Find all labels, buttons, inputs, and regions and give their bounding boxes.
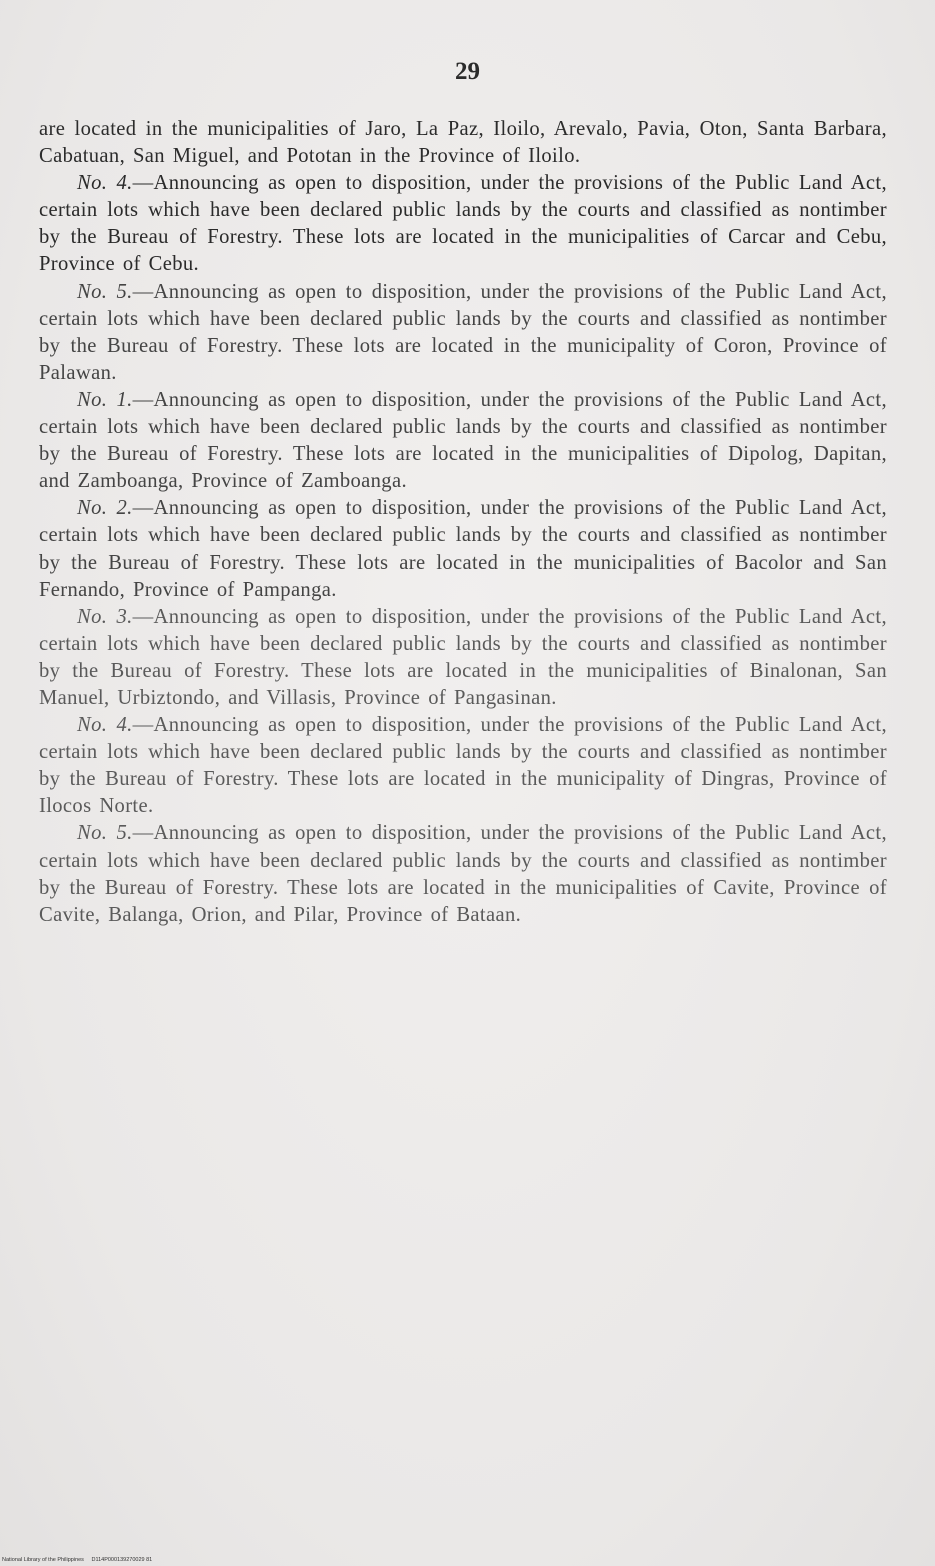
paragraph-text: —Announcing as open to disposition, under the provisions of the Public Land Act, certain lots which have been declared public lands by the courts and classified as nontimber by the Bureau of Forestry. These lots are located in the municipality of Dingras, Province of Ilocos Norte. [39, 714, 887, 818]
paragraph-text: —Announcing as open to disposition, under the provisions of the Public Land Act, certain lots which have been declared public lands by the courts and classified as nontimber by the Bureau of Forestry. These lots are located in the municipalities of Cavite, Province of Cavite, Balanga, Orion, and Pilar, Province of Bataan. [39, 822, 887, 926]
footer-identifier: D114P000139270029 81 [91, 1557, 153, 1563]
paragraph-text: are located in the municipalities of Jaro, La Paz, Iloilo, Arevalo, Pavia, Oton, Santa Barbara, Cabatuan, San Miguel, and Pototan in the Province of Iloilo. [39, 118, 887, 168]
paragraph-text: —Announcing as open to disposition, under the provisions of the Public Land Act, certain lots which have been declared public lands by the courts and classified as nontimber by the Bureau of Forestry. These lots are located in the municipalities of Binalonan, San Manuel, Urbiztondo, and Villasis, Province of Pangasinan. [39, 605, 887, 709]
proclamation-number: No. 5. [77, 822, 133, 845]
footer-institution: National Library of the Philippines [2, 1557, 84, 1563]
document-body [39, 116, 887, 929]
page-number: 29 [455, 58, 480, 85]
paragraph-continuation [39, 116, 887, 170]
paragraph-proclamation [39, 712, 887, 820]
proclamation-number: No. 3. [77, 605, 133, 628]
paragraph-proclamation [39, 604, 887, 712]
paragraph-proclamation [39, 495, 887, 603]
proclamation-number: No. 5. [77, 280, 133, 303]
scan-footer [2, 1557, 158, 1563]
paragraph-text: —Announcing as open to disposition, under the provisions of the Public Land Act, certain lots which have been declared public lands by the courts and classified as nontimber by the Bureau of Forestry. These lots are located in the municipality of Coron, Province of Palawan. [39, 280, 887, 384]
proclamation-number: No. 1. [77, 388, 133, 411]
paragraph-text: —Announcing as open to disposition, under the provisions of the Public Land Act, certain lots which have been declared public lands by the courts and classified as nontimber by the Bureau of Forestry. These lots are located in the municipalities of Carcar and Cebu, Province of Cebu. [39, 172, 887, 276]
paragraph-proclamation [39, 170, 887, 278]
proclamation-number: No. 2. [77, 497, 133, 520]
proclamation-number: No. 4. [77, 172, 133, 195]
paragraph-proclamation [39, 279, 887, 387]
proclamation-number: No. 4. [77, 714, 133, 737]
paragraph-proclamation [39, 820, 887, 928]
paragraph-proclamation [39, 387, 887, 495]
paragraph-text: —Announcing as open to disposition, under the provisions of the Public Land Act, certain lots which have been declared public lands by the courts and classified as nontimber by the Bureau of Forestry. These lots are located in the municipalities of Bacolor and San Fernando, Province of Pampanga. [39, 497, 887, 601]
paragraph-text: —Announcing as open to disposition, under the provisions of the Public Land Act, certain lots which have been declared public lands by the courts and classified as nontimber by the Bureau of Forestry. These lots are located in the municipalities of Dipolog, Dapitan, and Zamboanga, Province of Zamboanga. [39, 388, 887, 493]
